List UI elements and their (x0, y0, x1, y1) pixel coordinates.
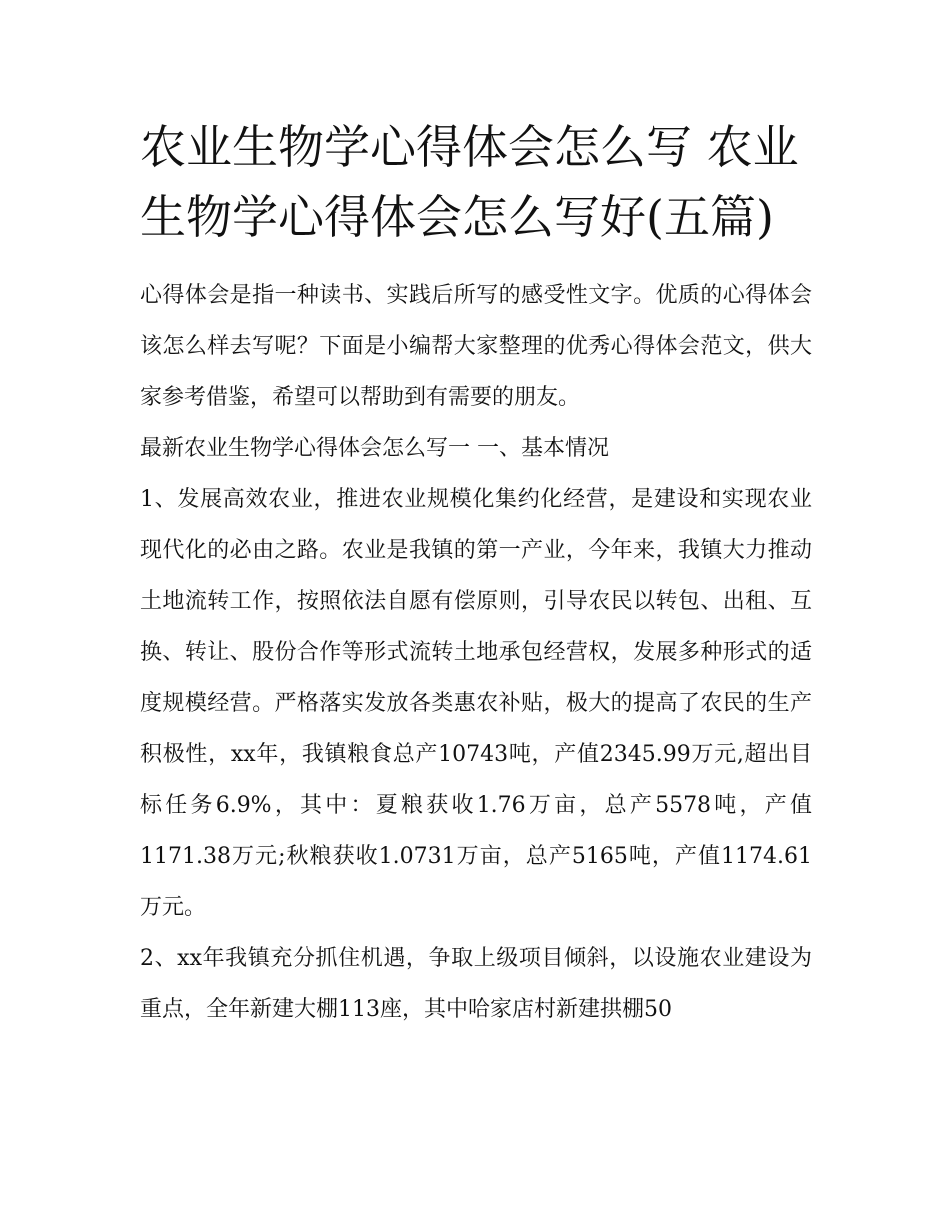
paragraph-2: 2、xx年我镇充分抓住机遇，争取上级项目倾斜，以设施农业建设为重点，全年新建大棚113座，其中哈家店村新建拱棚50 (140, 946, 812, 1022)
document-title: 农业生物学心得体会怎么写 农业生物学心得体会怎么写好(五篇) (140, 120, 799, 244)
intro-paragraph: 心得体会是指一种读书、实践后所写的感受性文字。优质的心得体会该怎么样去写呢？下面是小编帮大家整理的优秀心得体会范文，供大家参考借鉴，希望可以帮助到有需要的朋友。 (140, 283, 812, 410)
section-heading: 最新农业生物学心得体会怎么写一 一、基本情况 (140, 436, 609, 461)
document-page (140, 112, 812, 1035)
paragraph-1: 1、发展高效农业，推进农业规模化集约化经营，是建设和实现农业现代化的必由之路。农业是我镇的第一产业，今年来，我镇大力推动土地流转工作，按照依法自愿有偿原则，引导农民以转包、出租、互换、转让、股份合作等形式流转土地承包经营权，发展多种形式的适度规模经营。严格落实发放各类惠农补贴，极大的提高了农民的生产积极性，xx年，我镇粮食总产10743吨，产值2345.99万元,超出目标任务6.9%，其中：夏粮获收1.76万亩，总产5578吨，产值1171.38万元;秋粮获收1.0731万亩，总产5165吨，产值1174.61万元。 (140, 487, 812, 920)
